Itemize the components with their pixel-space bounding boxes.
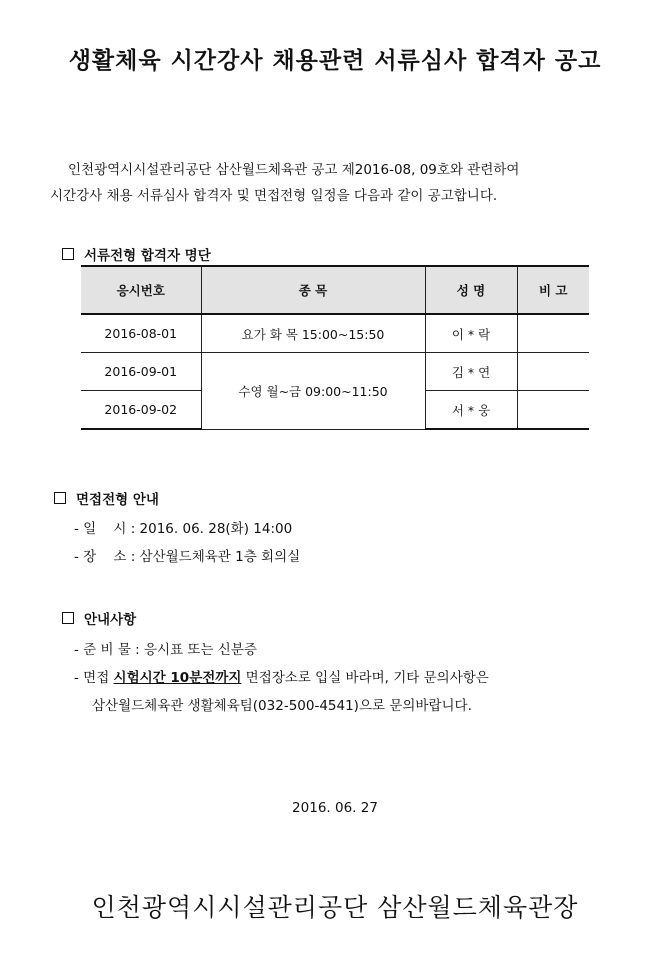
section-heading-label: 서류전형 합격자 명단 <box>84 248 211 264</box>
section-heading-results <box>62 244 211 264</box>
table-row <box>81 353 589 391</box>
table-row <box>81 314 589 353</box>
issuing-organization: 인천광역시시설관리공단 삼산월드체육관장 <box>91 893 579 922</box>
interview-location: - 장 소 : 삼산월드체육관 1층 회의실 <box>74 549 301 565</box>
notice-date: 2016. 06. 27 <box>292 800 378 816</box>
section-heading-guidance <box>62 608 136 628</box>
cell-name: 서 * 웅 <box>425 391 517 430</box>
header-subject: 종 목 <box>201 266 425 314</box>
interview-datetime: - 일 시 : 2016. 06. 28(화) 14:00 <box>74 521 293 537</box>
intro-text <box>0 157 670 209</box>
guidance-emphasis: 시험시간 10분전까지 <box>113 670 242 686</box>
guidance-item-prep: - 준 비 물 : 응시표 또는 신분증 <box>74 642 257 658</box>
section-heading-label: 면접전형 안내 <box>76 492 159 508</box>
header-name: 성 명 <box>425 266 517 314</box>
guidance-text: 면접장소로 입실 바라며, 기타 문의사항은 <box>241 670 489 686</box>
guidance-text: - 면접 <box>74 670 114 686</box>
cell-exam-number: 2016-09-02 <box>81 391 201 430</box>
intro-line-2: 시간강사 채용 서류심사 합격자 및 면접전형 일정을 다음과 같이 공고합니다. <box>50 188 498 204</box>
cell-name: 김 * 연 <box>425 353 517 391</box>
section-heading-label: 안내사항 <box>84 612 137 628</box>
header-exam-number: 응시번호 <box>81 266 201 314</box>
guidance-item-contact: 삼산월드체육관 생활체육팀(032-500-4541)으로 문의바랍니다. <box>92 698 472 714</box>
results-table <box>81 265 589 430</box>
checkbox-square-icon <box>54 492 66 504</box>
cell-exam-number: 2016-09-01 <box>81 353 201 391</box>
intro-line-1: 인천광역시시설관리공단 삼산월드체육관 공고 제2016-08, 09호와 관련하여 <box>68 162 520 178</box>
checkbox-square-icon <box>62 248 74 260</box>
guidance-item-interview <box>74 666 489 686</box>
section-heading-interview <box>54 488 159 508</box>
cell-name: 이 * 락 <box>425 314 517 353</box>
cell-subject: 요가 화 목 15:00~15:50 <box>201 314 425 353</box>
cell-exam-number: 2016-08-01 <box>81 314 201 353</box>
cell-note <box>517 314 589 353</box>
cell-subject: 수영 월~금 09:00~11:50 <box>201 353 425 430</box>
checkbox-square-icon <box>62 612 74 624</box>
header-note: 비 고 <box>517 266 589 314</box>
cell-note <box>517 353 589 391</box>
table-header-row <box>81 266 589 314</box>
cell-note <box>517 391 589 430</box>
notice-title: 생활체육 시간강사 채용관련 서류심사 합격자 공고 <box>68 48 602 74</box>
